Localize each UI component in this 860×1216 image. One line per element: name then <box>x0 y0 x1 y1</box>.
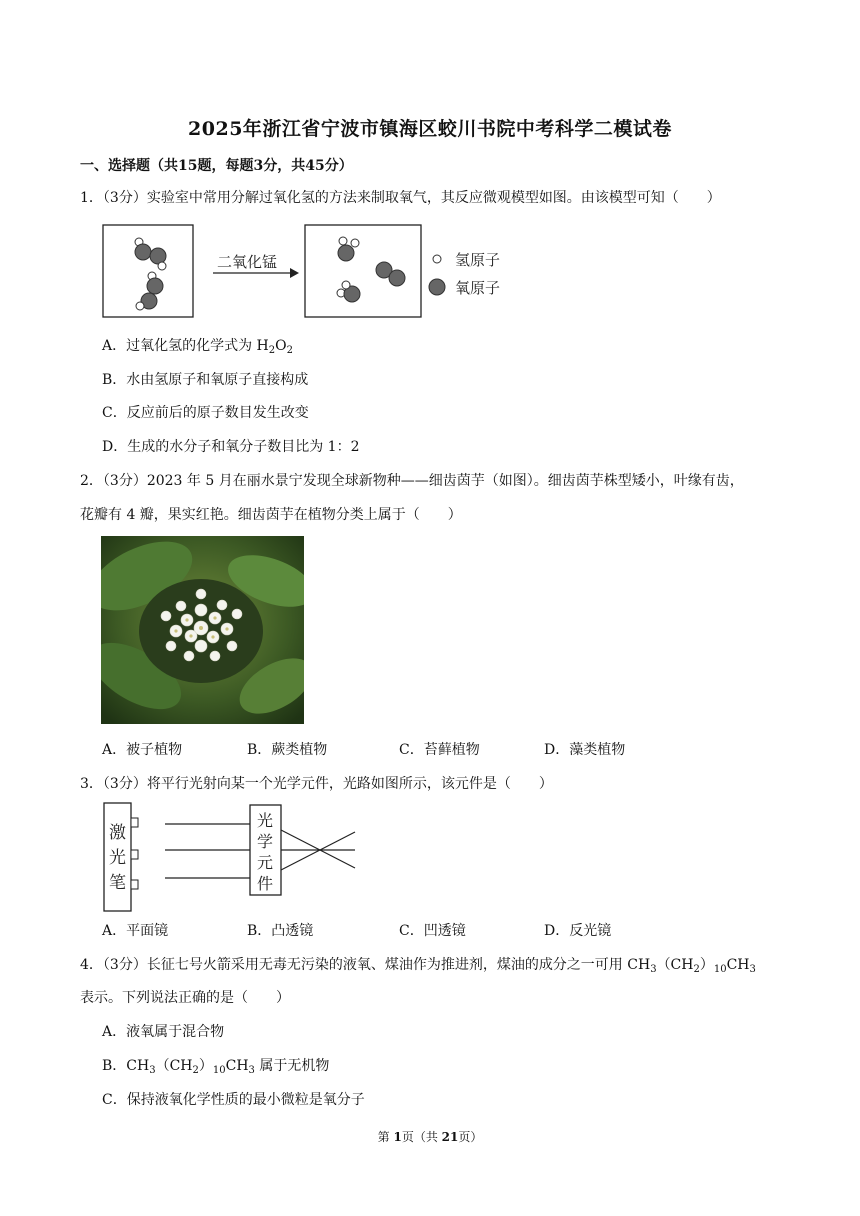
q2-option-c: C．苔藓植物 <box>399 742 480 758</box>
q1-option-a: A．过氧化氢的化学式为 $H_2O_2$ <box>102 338 294 356</box>
q3-stem: 3．（3分）将平行光射向某一个光学元件，光路如图所示，该元件是（ ） <box>80 776 553 792</box>
h-atom <box>351 239 359 247</box>
q4-stem-line2: 表示。下列说法正确的是（ ） <box>80 990 290 1006</box>
q4-option-a: A．液氧属于混合物 <box>102 1024 225 1040</box>
o-atom <box>338 245 354 261</box>
q2-stem-line1: 2．（3分）2023 年 5 月在丽水景宁发现全球新物种——细齿茵芋（如图）。细齿茵芋株型矮小，叶缘有齿， <box>80 473 744 489</box>
h-atom <box>342 281 350 289</box>
product-box <box>305 225 421 317</box>
h-atom <box>136 302 144 310</box>
q3-option-d: D．反光镜 <box>544 923 612 939</box>
q3-option-b: B．凸透镜 <box>247 923 314 939</box>
o-atom <box>150 248 166 264</box>
q4-stem-line1: 4．（3分）长征七号火箭采用无毒无污染的液氧、煤油作为推进剂，煤油的成分之一可用 $CH_3(CH_2)_{10}CH_3$ <box>80 957 756 975</box>
q1-option-b: B．水由氢原子和氧原子直接构成 <box>102 372 309 388</box>
laser-char-1: 激 <box>109 823 126 843</box>
page-title: 2025年浙江省宁波市镇海区蛟川书院中考科学二模试卷 <box>188 118 672 140</box>
legend-o-label: 氧原子 <box>455 279 501 297</box>
q3-option-c: C．凹透镜 <box>399 923 466 939</box>
legend-h-label: 氢原子 <box>455 251 501 269</box>
q2-option-a: A．被子植物 <box>102 742 183 758</box>
q1-stem: 1．（3分）实验室中常用分解过氧化氢的方法来制取氧气，其反应微观模型如图。由该模型可知（ ） <box>80 190 721 206</box>
element-char-4: 件 <box>257 874 274 893</box>
q1-option-d: D．生成的水分子和氧分子数目比为 1：2 <box>102 439 360 455</box>
q2-option-b: B．蕨类植物 <box>247 742 328 758</box>
o-atom <box>389 270 405 286</box>
laser-char-2: 光 <box>109 848 126 868</box>
laser-char-3: 笔 <box>109 873 126 893</box>
catalyst-label: 二氧化锰 <box>217 253 278 271</box>
q4-option-b: B．$CH_3(CH_2)_{10}CH_3$ 属于无机物 <box>102 1058 330 1076</box>
legend-h-icon <box>433 255 441 263</box>
element-char-1: 光 <box>257 811 274 830</box>
q4-option-c: C．保持液氧化学性质的最小微粒是氧分子 <box>102 1092 365 1108</box>
q2-option-d: D．藻类植物 <box>544 742 626 758</box>
q1-option-c: C．反应前后的原子数目发生改变 <box>102 405 309 421</box>
o-atom <box>147 278 163 294</box>
q3-options <box>102 921 742 941</box>
page-number: 1 <box>393 1130 402 1144</box>
section-heading: 一、选择题（共15题，每题3分，共45分） <box>80 158 353 174</box>
total-pages: 21 <box>441 1130 459 1144</box>
q2-plant-photo <box>101 536 304 724</box>
q3-option-a: A．平面镜 <box>102 923 169 939</box>
q1-molecule-diagram <box>100 222 520 322</box>
element-char-2: 学 <box>257 832 274 851</box>
o-atom <box>135 244 151 260</box>
legend-o-icon <box>429 279 445 295</box>
q3-optics-diagram <box>100 800 370 915</box>
page-footer: 第 1页（共 21页） <box>377 1130 483 1144</box>
element-char-3: 元 <box>257 853 274 872</box>
h-atom <box>158 262 166 270</box>
q2-options <box>102 740 742 760</box>
h-atom <box>339 237 347 245</box>
q2-stem-line2: 花瓣有 4 瓣，果实红艳。细齿茵芋在植物分类上属于（ ） <box>80 507 462 523</box>
